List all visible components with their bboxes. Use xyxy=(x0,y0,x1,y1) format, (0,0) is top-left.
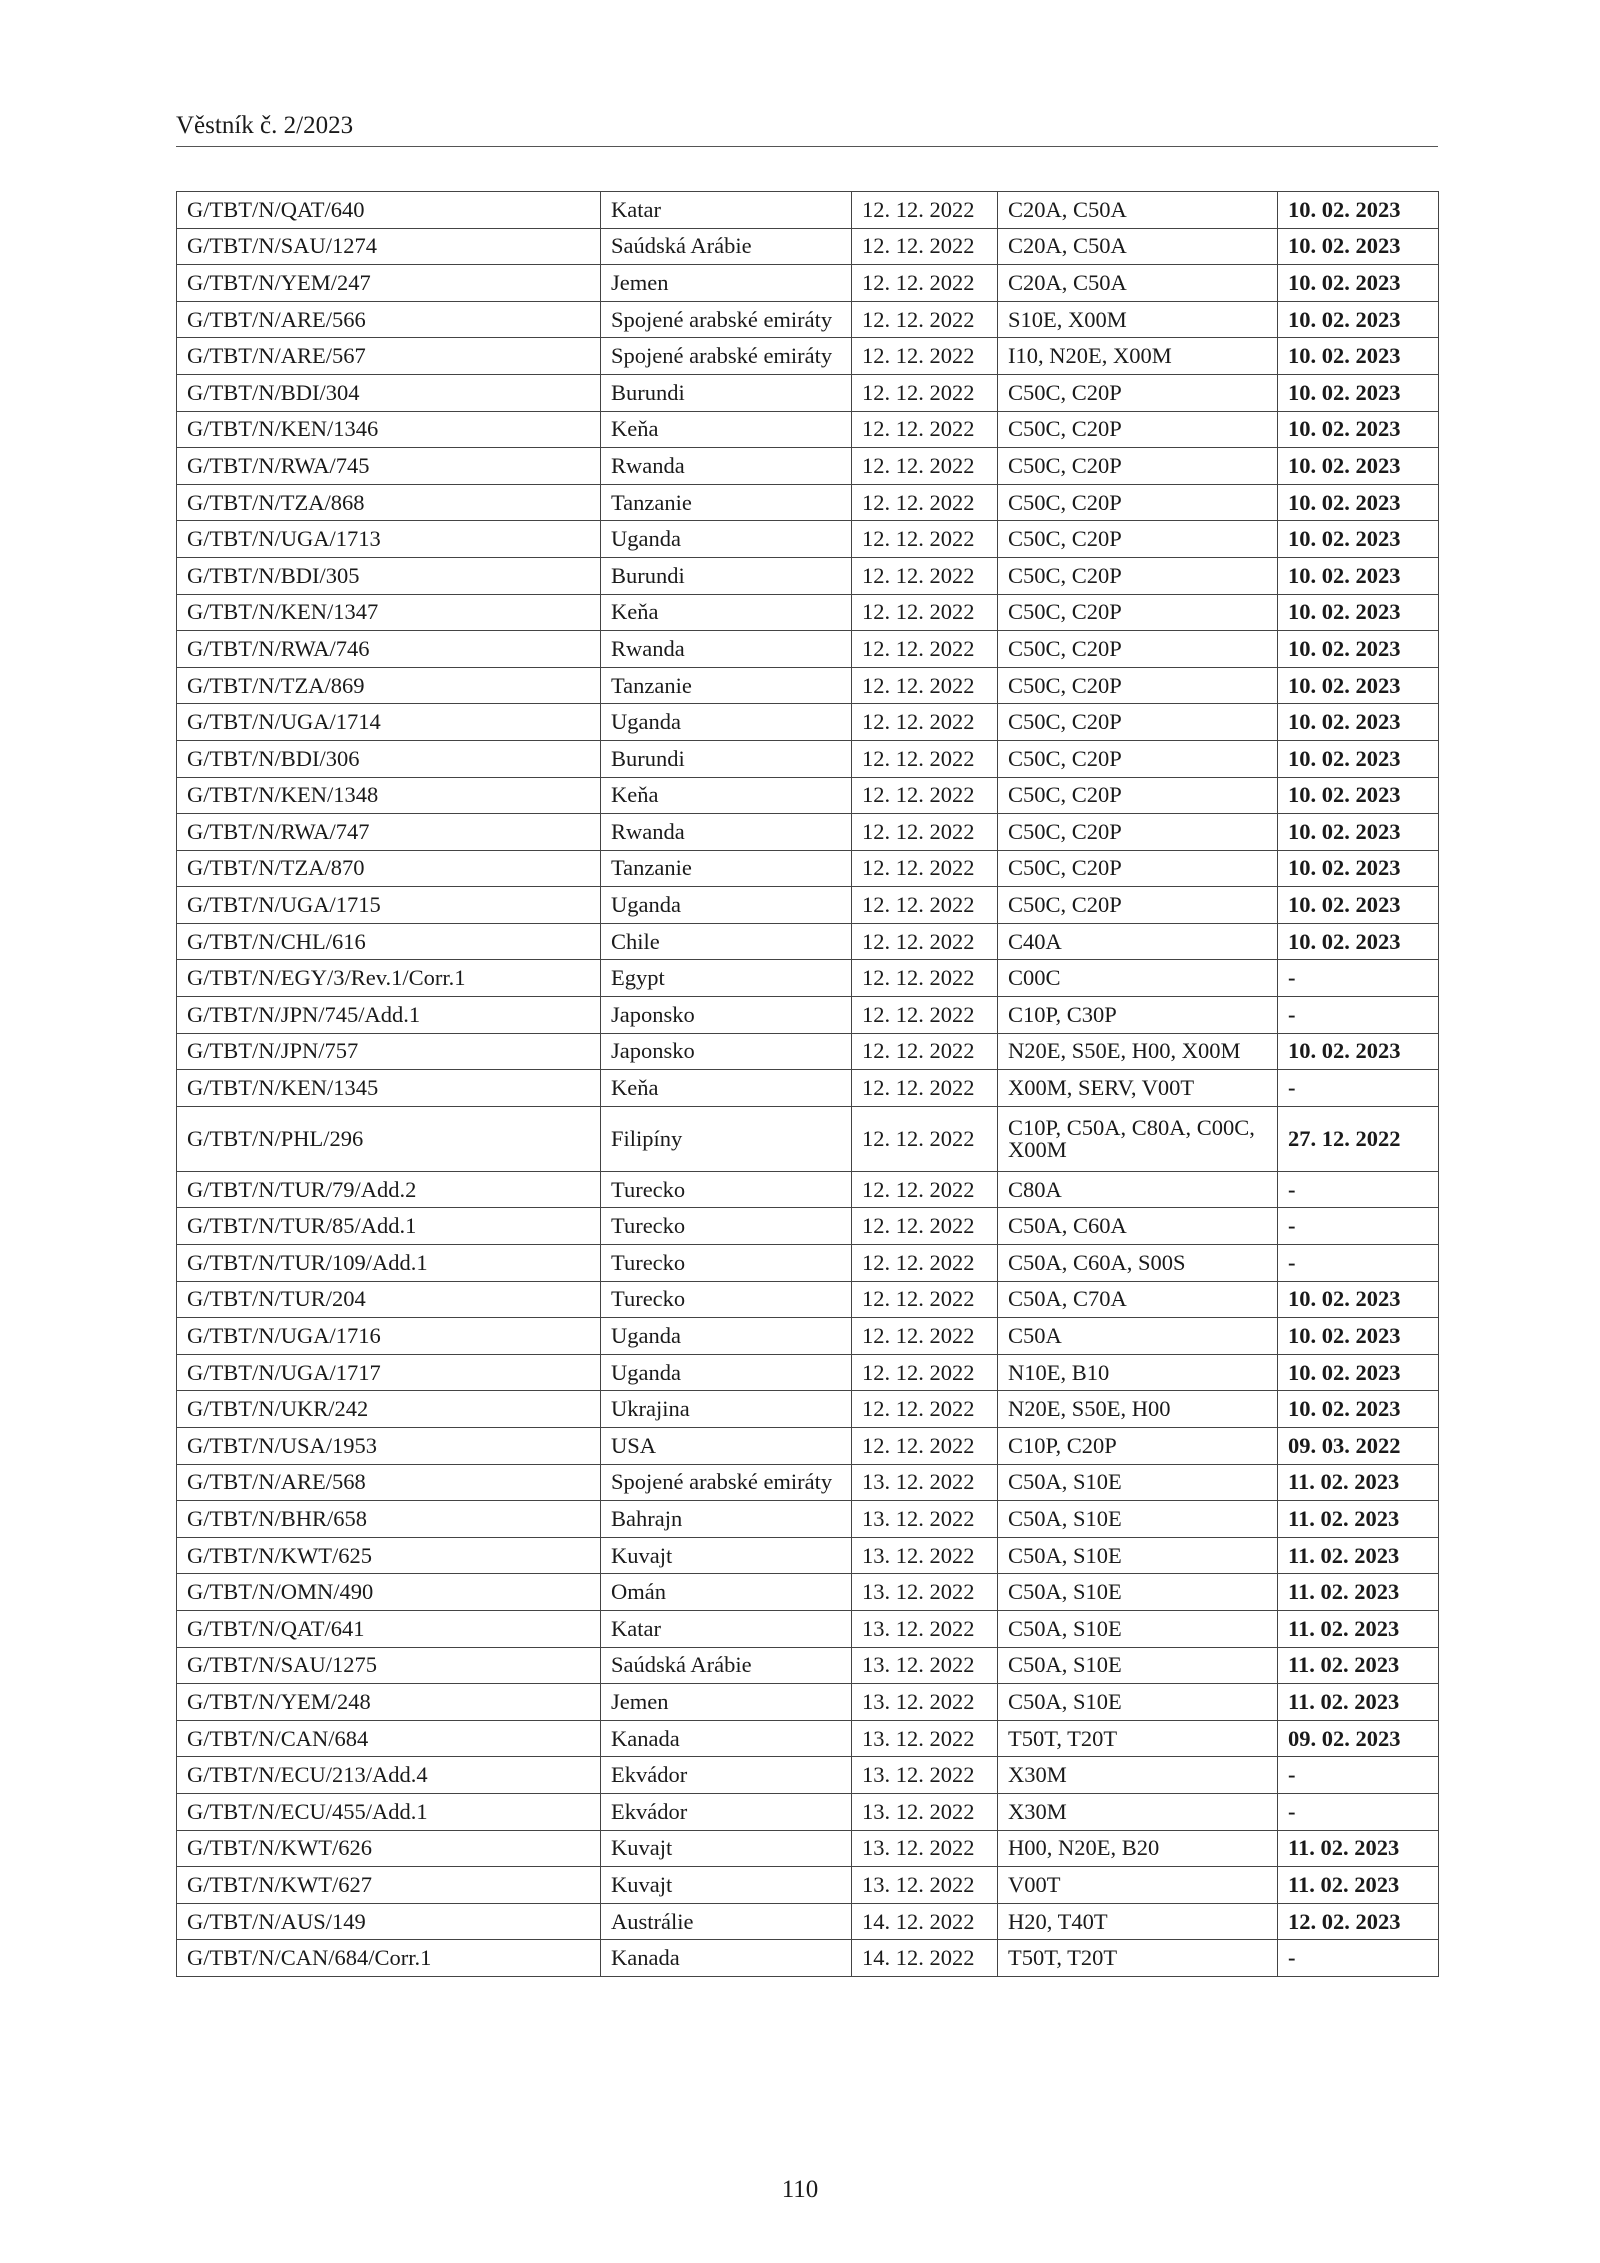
category-codes-cell: C50C, C20P xyxy=(998,448,1278,485)
date-cell: 12. 12. 2022 xyxy=(852,923,998,960)
table-row xyxy=(177,1537,1439,1574)
category-codes-cell: C50A, C60A, S00S xyxy=(998,1245,1278,1282)
category-codes-cell: C50C, C20P xyxy=(998,777,1278,814)
table-row xyxy=(177,484,1439,521)
table-row xyxy=(177,887,1439,924)
date-cell: 13. 12. 2022 xyxy=(852,1867,998,1904)
category-codes-cell: C20A, C50A xyxy=(998,265,1278,302)
notification-code-cell: G/TBT/N/BDI/304 xyxy=(177,374,601,411)
country-cell: Bahrajn xyxy=(601,1501,852,1538)
notification-code-cell: G/TBT/N/UGA/1715 xyxy=(177,887,601,924)
deadline-cell: 10. 02. 2023 xyxy=(1278,594,1439,631)
category-codes-cell: C50A, S10E xyxy=(998,1610,1278,1647)
notification-code-cell: G/TBT/N/UKR/242 xyxy=(177,1391,601,1428)
date-cell: 12. 12. 2022 xyxy=(852,1070,998,1107)
deadline-cell: 10. 02. 2023 xyxy=(1278,338,1439,375)
table-row xyxy=(177,814,1439,851)
category-codes-cell: N10E, B10 xyxy=(998,1354,1278,1391)
category-codes-cell: N20E, S50E, H00 xyxy=(998,1391,1278,1428)
table-row xyxy=(177,1684,1439,1721)
notification-code-cell: G/TBT/N/TUR/109/Add.1 xyxy=(177,1245,601,1282)
deadline-cell: 10. 02. 2023 xyxy=(1278,740,1439,777)
table-row xyxy=(177,740,1439,777)
deadline-cell: 10. 02. 2023 xyxy=(1278,448,1439,485)
country-cell: Turecko xyxy=(601,1171,852,1208)
deadline-cell: 10. 02. 2023 xyxy=(1278,887,1439,924)
category-codes-cell: C50A xyxy=(998,1318,1278,1355)
country-cell: Spojené arabské emiráty xyxy=(601,301,852,338)
category-codes-cell: I10, N20E, X00M xyxy=(998,338,1278,375)
notification-code-cell: G/TBT/N/PHL/296 xyxy=(177,1106,601,1171)
notification-code-cell: G/TBT/N/KWT/625 xyxy=(177,1537,601,1574)
date-cell: 13. 12. 2022 xyxy=(852,1610,998,1647)
notification-code-cell: G/TBT/N/QAT/641 xyxy=(177,1610,601,1647)
table-row xyxy=(177,1793,1439,1830)
date-cell: 12. 12. 2022 xyxy=(852,1428,998,1465)
deadline-cell: 10. 02. 2023 xyxy=(1278,923,1439,960)
deadline-cell: 10. 02. 2023 xyxy=(1278,1391,1439,1428)
deadline-cell: 09. 02. 2023 xyxy=(1278,1720,1439,1757)
deadline-cell: 10. 02. 2023 xyxy=(1278,1033,1439,1070)
table-row xyxy=(177,850,1439,887)
country-cell: Turecko xyxy=(601,1245,852,1282)
date-cell: 13. 12. 2022 xyxy=(852,1720,998,1757)
date-cell: 13. 12. 2022 xyxy=(852,1501,998,1538)
category-codes-cell: X30M xyxy=(998,1757,1278,1794)
deadline-cell: 10. 02. 2023 xyxy=(1278,1281,1439,1318)
date-cell: 12. 12. 2022 xyxy=(852,1318,998,1355)
notification-code-cell: G/TBT/N/UGA/1716 xyxy=(177,1318,601,1355)
date-cell: 12. 12. 2022 xyxy=(852,814,998,851)
country-cell: Kuvajt xyxy=(601,1830,852,1867)
country-cell: Tanzanie xyxy=(601,484,852,521)
deadline-cell: - xyxy=(1278,1940,1439,1977)
country-cell: Katar xyxy=(601,192,852,229)
table-row xyxy=(177,1610,1439,1647)
date-cell: 13. 12. 2022 xyxy=(852,1574,998,1611)
deadline-cell: 10. 02. 2023 xyxy=(1278,228,1439,265)
date-cell: 12. 12. 2022 xyxy=(852,1106,998,1171)
deadline-cell: 10. 02. 2023 xyxy=(1278,301,1439,338)
notifications-table xyxy=(176,191,1439,1977)
notification-code-cell: G/TBT/N/SAU/1275 xyxy=(177,1647,601,1684)
country-cell: Rwanda xyxy=(601,631,852,668)
table-row xyxy=(177,1757,1439,1794)
notification-code-cell: G/TBT/N/JPN/757 xyxy=(177,1033,601,1070)
notification-code-cell: G/TBT/N/QAT/640 xyxy=(177,192,601,229)
table-body xyxy=(177,192,1439,1977)
country-cell: Keňa xyxy=(601,1070,852,1107)
notification-code-cell: G/TBT/N/ARE/566 xyxy=(177,301,601,338)
deadline-cell: 10. 02. 2023 xyxy=(1278,411,1439,448)
table-row xyxy=(177,777,1439,814)
notification-code-cell: G/TBT/N/YEM/247 xyxy=(177,265,601,302)
notification-code-cell: G/TBT/N/BHR/658 xyxy=(177,1501,601,1538)
deadline-cell: 10. 02. 2023 xyxy=(1278,265,1439,302)
deadline-cell: 10. 02. 2023 xyxy=(1278,1318,1439,1355)
deadline-cell: 10. 02. 2023 xyxy=(1278,374,1439,411)
notification-code-cell: G/TBT/N/SAU/1274 xyxy=(177,228,601,265)
table-row xyxy=(177,265,1439,302)
table-row xyxy=(177,667,1439,704)
category-codes-cell: C50C, C20P xyxy=(998,850,1278,887)
category-codes-cell: X30M xyxy=(998,1793,1278,1830)
date-cell: 12. 12. 2022 xyxy=(852,1208,998,1245)
deadline-cell: 09. 03. 2022 xyxy=(1278,1428,1439,1465)
country-cell: Austrálie xyxy=(601,1903,852,1940)
category-codes-cell: C50C, C20P xyxy=(998,814,1278,851)
table-row xyxy=(177,374,1439,411)
deadline-cell: 11. 02. 2023 xyxy=(1278,1574,1439,1611)
category-codes-cell: C50A, S10E xyxy=(998,1647,1278,1684)
category-codes-cell: N20E, S50E, H00, X00M xyxy=(998,1033,1278,1070)
deadline-cell: 10. 02. 2023 xyxy=(1278,777,1439,814)
deadline-cell: - xyxy=(1278,1757,1439,1794)
country-cell: Kanada xyxy=(601,1940,852,1977)
country-cell: Turecko xyxy=(601,1281,852,1318)
notification-code-cell: G/TBT/N/OMN/490 xyxy=(177,1574,601,1611)
country-cell: Spojené arabské emiráty xyxy=(601,1464,852,1501)
notification-code-cell: G/TBT/N/KWT/626 xyxy=(177,1830,601,1867)
country-cell: Filipíny xyxy=(601,1106,852,1171)
notification-code-cell: G/TBT/N/CHL/616 xyxy=(177,923,601,960)
category-codes-cell: C50A, S10E xyxy=(998,1501,1278,1538)
date-cell: 12. 12. 2022 xyxy=(852,1171,998,1208)
table-row xyxy=(177,301,1439,338)
running-header: Věstník č. 2/2023 xyxy=(176,112,354,139)
deadline-cell: 11. 02. 2023 xyxy=(1278,1464,1439,1501)
country-cell: Keňa xyxy=(601,411,852,448)
deadline-cell: 10. 02. 2023 xyxy=(1278,814,1439,851)
notification-code-cell: G/TBT/N/UGA/1717 xyxy=(177,1354,601,1391)
table-row xyxy=(177,1391,1439,1428)
country-cell: Uganda xyxy=(601,887,852,924)
category-codes-cell: T50T, T20T xyxy=(998,1720,1278,1757)
country-cell: Chile xyxy=(601,923,852,960)
category-codes-cell: V00T xyxy=(998,1867,1278,1904)
deadline-cell: 11. 02. 2023 xyxy=(1278,1830,1439,1867)
table-row xyxy=(177,1830,1439,1867)
deadline-cell: - xyxy=(1278,960,1439,997)
date-cell: 13. 12. 2022 xyxy=(852,1684,998,1721)
date-cell: 12. 12. 2022 xyxy=(852,594,998,631)
table-row xyxy=(177,338,1439,375)
category-codes-cell: C40A xyxy=(998,923,1278,960)
deadline-cell: 27. 12. 2022 xyxy=(1278,1106,1439,1171)
country-cell: Saúdská Arábie xyxy=(601,228,852,265)
country-cell: Ukrajina xyxy=(601,1391,852,1428)
date-cell: 12. 12. 2022 xyxy=(852,448,998,485)
deadline-cell: - xyxy=(1278,1171,1439,1208)
notification-code-cell: G/TBT/N/AUS/149 xyxy=(177,1903,601,1940)
category-codes-cell: C50A, C70A xyxy=(998,1281,1278,1318)
table-row xyxy=(177,228,1439,265)
date-cell: 12. 12. 2022 xyxy=(852,850,998,887)
table-row xyxy=(177,997,1439,1034)
category-codes-cell: C50A, C60A xyxy=(998,1208,1278,1245)
table-row xyxy=(177,192,1439,229)
table-row xyxy=(177,411,1439,448)
notification-code-cell: G/TBT/N/KEN/1348 xyxy=(177,777,601,814)
notification-code-cell: G/TBT/N/ECU/455/Add.1 xyxy=(177,1793,601,1830)
date-cell: 13. 12. 2022 xyxy=(852,1830,998,1867)
table-row xyxy=(177,594,1439,631)
category-codes-cell: C20A, C50A xyxy=(998,228,1278,265)
table-row xyxy=(177,1171,1439,1208)
category-codes-cell: X00M, SERV, V00T xyxy=(998,1070,1278,1107)
country-cell: Ekvádor xyxy=(601,1793,852,1830)
table-row xyxy=(177,1428,1439,1465)
country-cell: Uganda xyxy=(601,1318,852,1355)
country-cell: USA xyxy=(601,1428,852,1465)
notification-code-cell: G/TBT/N/TZA/870 xyxy=(177,850,601,887)
country-cell: Rwanda xyxy=(601,814,852,851)
deadline-cell: 11. 02. 2023 xyxy=(1278,1647,1439,1684)
date-cell: 12. 12. 2022 xyxy=(852,631,998,668)
category-codes-cell: T50T, T20T xyxy=(998,1940,1278,1977)
table-row xyxy=(177,1208,1439,1245)
country-cell: Kuvajt xyxy=(601,1537,852,1574)
notification-code-cell: G/TBT/N/TZA/868 xyxy=(177,484,601,521)
table-row xyxy=(177,704,1439,741)
notification-code-cell: G/TBT/N/TUR/204 xyxy=(177,1281,601,1318)
country-cell: Egypt xyxy=(601,960,852,997)
notification-code-cell: G/TBT/N/TZA/869 xyxy=(177,667,601,704)
table-row xyxy=(177,631,1439,668)
deadline-cell: 10. 02. 2023 xyxy=(1278,850,1439,887)
country-cell: Katar xyxy=(601,1610,852,1647)
category-codes-cell: C10P, C50A, C80A, C00C, X00M xyxy=(998,1106,1278,1171)
deadline-cell: 11. 02. 2023 xyxy=(1278,1867,1439,1904)
date-cell: 12. 12. 2022 xyxy=(852,265,998,302)
country-cell: Jemen xyxy=(601,265,852,302)
category-codes-cell: C50C, C20P xyxy=(998,594,1278,631)
notification-code-cell: G/TBT/N/KWT/627 xyxy=(177,1867,601,1904)
deadline-cell: - xyxy=(1278,1208,1439,1245)
country-cell: Uganda xyxy=(601,1354,852,1391)
country-cell: Burundi xyxy=(601,374,852,411)
notification-code-cell: G/TBT/N/ARE/567 xyxy=(177,338,601,375)
notification-code-cell: G/TBT/N/ECU/213/Add.4 xyxy=(177,1757,601,1794)
country-cell: Spojené arabské emiráty xyxy=(601,338,852,375)
category-codes-cell: C50C, C20P xyxy=(998,740,1278,777)
category-codes-cell: H20, T40T xyxy=(998,1903,1278,1940)
date-cell: 12. 12. 2022 xyxy=(852,338,998,375)
country-cell: Japonsko xyxy=(601,1033,852,1070)
category-codes-cell: C50A, S10E xyxy=(998,1464,1278,1501)
date-cell: 12. 12. 2022 xyxy=(852,960,998,997)
category-codes-cell: C20A, C50A xyxy=(998,192,1278,229)
date-cell: 12. 12. 2022 xyxy=(852,301,998,338)
deadline-cell: 11. 02. 2023 xyxy=(1278,1684,1439,1721)
notification-code-cell: G/TBT/N/KEN/1346 xyxy=(177,411,601,448)
deadline-cell: 10. 02. 2023 xyxy=(1278,631,1439,668)
notification-code-cell: G/TBT/N/UGA/1714 xyxy=(177,704,601,741)
notification-code-cell: G/TBT/N/TUR/79/Add.2 xyxy=(177,1171,601,1208)
category-codes-cell: C50A, S10E xyxy=(998,1537,1278,1574)
category-codes-cell: C50C, C20P xyxy=(998,667,1278,704)
deadline-cell: 10. 02. 2023 xyxy=(1278,1354,1439,1391)
category-codes-cell: S10E, X00M xyxy=(998,301,1278,338)
date-cell: 12. 12. 2022 xyxy=(852,667,998,704)
country-cell: Keňa xyxy=(601,594,852,631)
table-row xyxy=(177,1281,1439,1318)
table-row xyxy=(177,923,1439,960)
deadline-cell: 10. 02. 2023 xyxy=(1278,521,1439,558)
deadline-cell: - xyxy=(1278,1245,1439,1282)
date-cell: 12. 12. 2022 xyxy=(852,374,998,411)
country-cell: Kuvajt xyxy=(601,1867,852,1904)
date-cell: 12. 12. 2022 xyxy=(852,1391,998,1428)
table-row xyxy=(177,1033,1439,1070)
deadline-cell: 11. 02. 2023 xyxy=(1278,1610,1439,1647)
table-row xyxy=(177,1464,1439,1501)
table-row xyxy=(177,557,1439,594)
deadline-cell: - xyxy=(1278,1793,1439,1830)
table-row xyxy=(177,1720,1439,1757)
notification-code-cell: G/TBT/N/RWA/746 xyxy=(177,631,601,668)
date-cell: 12. 12. 2022 xyxy=(852,557,998,594)
page-number: 110 xyxy=(781,2176,819,2203)
table-row xyxy=(177,1501,1439,1538)
date-cell: 12. 12. 2022 xyxy=(852,192,998,229)
table-row xyxy=(177,1318,1439,1355)
country-cell: Japonsko xyxy=(601,997,852,1034)
table-row xyxy=(177,1070,1439,1107)
date-cell: 13. 12. 2022 xyxy=(852,1757,998,1794)
country-cell: Jemen xyxy=(601,1684,852,1721)
country-cell: Turecko xyxy=(601,1208,852,1245)
country-cell: Burundi xyxy=(601,557,852,594)
country-cell: Kanada xyxy=(601,1720,852,1757)
deadline-cell: 10. 02. 2023 xyxy=(1278,704,1439,741)
notification-code-cell: G/TBT/N/EGY/3/Rev.1/Corr.1 xyxy=(177,960,601,997)
date-cell: 12. 12. 2022 xyxy=(852,887,998,924)
notification-code-cell: G/TBT/N/RWA/745 xyxy=(177,448,601,485)
date-cell: 13. 12. 2022 xyxy=(852,1793,998,1830)
deadline-cell: 10. 02. 2023 xyxy=(1278,667,1439,704)
country-cell: Keňa xyxy=(601,777,852,814)
notification-code-cell: G/TBT/N/UGA/1713 xyxy=(177,521,601,558)
deadline-cell: - xyxy=(1278,997,1439,1034)
date-cell: 12. 12. 2022 xyxy=(852,1281,998,1318)
deadline-cell: 11. 02. 2023 xyxy=(1278,1501,1439,1538)
category-codes-cell: C50C, C20P xyxy=(998,557,1278,594)
notification-code-cell: G/TBT/N/TUR/85/Add.1 xyxy=(177,1208,601,1245)
date-cell: 12. 12. 2022 xyxy=(852,1245,998,1282)
category-codes-cell: C50C, C20P xyxy=(998,631,1278,668)
date-cell: 13. 12. 2022 xyxy=(852,1537,998,1574)
deadline-cell: 12. 02. 2023 xyxy=(1278,1903,1439,1940)
table-row xyxy=(177,960,1439,997)
category-codes-cell: C10P, C30P xyxy=(998,997,1278,1034)
date-cell: 12. 12. 2022 xyxy=(852,484,998,521)
date-cell: 12. 12. 2022 xyxy=(852,1354,998,1391)
notification-code-cell: G/TBT/N/USA/1953 xyxy=(177,1428,601,1465)
date-cell: 12. 12. 2022 xyxy=(852,777,998,814)
date-cell: 12. 12. 2022 xyxy=(852,1033,998,1070)
header-rule xyxy=(176,146,1438,147)
category-codes-cell: C50C, C20P xyxy=(998,521,1278,558)
category-codes-cell: C10P, C20P xyxy=(998,1428,1278,1465)
table-row xyxy=(177,1940,1439,1977)
notification-code-cell: G/TBT/N/RWA/747 xyxy=(177,814,601,851)
notification-code-cell: G/TBT/N/ARE/568 xyxy=(177,1464,601,1501)
country-cell: Uganda xyxy=(601,521,852,558)
deadline-cell: 10. 02. 2023 xyxy=(1278,484,1439,521)
category-codes-cell: C50C, C20P xyxy=(998,704,1278,741)
notification-code-cell: G/TBT/N/BDI/306 xyxy=(177,740,601,777)
notification-code-cell: G/TBT/N/JPN/745/Add.1 xyxy=(177,997,601,1034)
date-cell: 12. 12. 2022 xyxy=(852,411,998,448)
date-cell: 12. 12. 2022 xyxy=(852,704,998,741)
country-cell: Saúdská Arábie xyxy=(601,1647,852,1684)
notification-code-cell: G/TBT/N/KEN/1347 xyxy=(177,594,601,631)
notification-code-cell: G/TBT/N/YEM/248 xyxy=(177,1684,601,1721)
table-row xyxy=(177,1903,1439,1940)
table-row xyxy=(177,1647,1439,1684)
country-cell: Omán xyxy=(601,1574,852,1611)
country-cell: Tanzanie xyxy=(601,667,852,704)
deadline-cell: 11. 02. 2023 xyxy=(1278,1537,1439,1574)
country-cell: Tanzanie xyxy=(601,850,852,887)
notification-code-cell: G/TBT/N/KEN/1345 xyxy=(177,1070,601,1107)
category-codes-cell: C50C, C20P xyxy=(998,374,1278,411)
table-row xyxy=(177,1867,1439,1904)
category-codes-cell: C50C, C20P xyxy=(998,411,1278,448)
country-cell: Burundi xyxy=(601,740,852,777)
category-codes-cell: C00C xyxy=(998,960,1278,997)
category-codes-cell: C50A, S10E xyxy=(998,1574,1278,1611)
category-codes-cell: C50A, S10E xyxy=(998,1684,1278,1721)
date-cell: 12. 12. 2022 xyxy=(852,228,998,265)
date-cell: 13. 12. 2022 xyxy=(852,1464,998,1501)
notification-code-cell: G/TBT/N/CAN/684/Corr.1 xyxy=(177,1940,601,1977)
category-codes-cell: C50C, C20P xyxy=(998,887,1278,924)
table-row xyxy=(177,1106,1439,1171)
deadline-cell: 10. 02. 2023 xyxy=(1278,557,1439,594)
deadline-cell: 10. 02. 2023 xyxy=(1278,192,1439,229)
category-codes-cell: C80A xyxy=(998,1171,1278,1208)
country-cell: Rwanda xyxy=(601,448,852,485)
table-row xyxy=(177,448,1439,485)
country-cell: Uganda xyxy=(601,704,852,741)
date-cell: 14. 12. 2022 xyxy=(852,1903,998,1940)
deadline-cell: - xyxy=(1278,1070,1439,1107)
country-cell: Ekvádor xyxy=(601,1757,852,1794)
table-row xyxy=(177,1245,1439,1282)
table-row xyxy=(177,521,1439,558)
notification-code-cell: G/TBT/N/BDI/305 xyxy=(177,557,601,594)
date-cell: 14. 12. 2022 xyxy=(852,1940,998,1977)
date-cell: 12. 12. 2022 xyxy=(852,521,998,558)
notification-code-cell: G/TBT/N/CAN/684 xyxy=(177,1720,601,1757)
date-cell: 13. 12. 2022 xyxy=(852,1647,998,1684)
category-codes-cell: C50C, C20P xyxy=(998,484,1278,521)
table-row xyxy=(177,1354,1439,1391)
date-cell: 12. 12. 2022 xyxy=(852,740,998,777)
category-codes-cell: H00, N20E, B20 xyxy=(998,1830,1278,1867)
date-cell: 12. 12. 2022 xyxy=(852,997,998,1034)
table-row xyxy=(177,1574,1439,1611)
